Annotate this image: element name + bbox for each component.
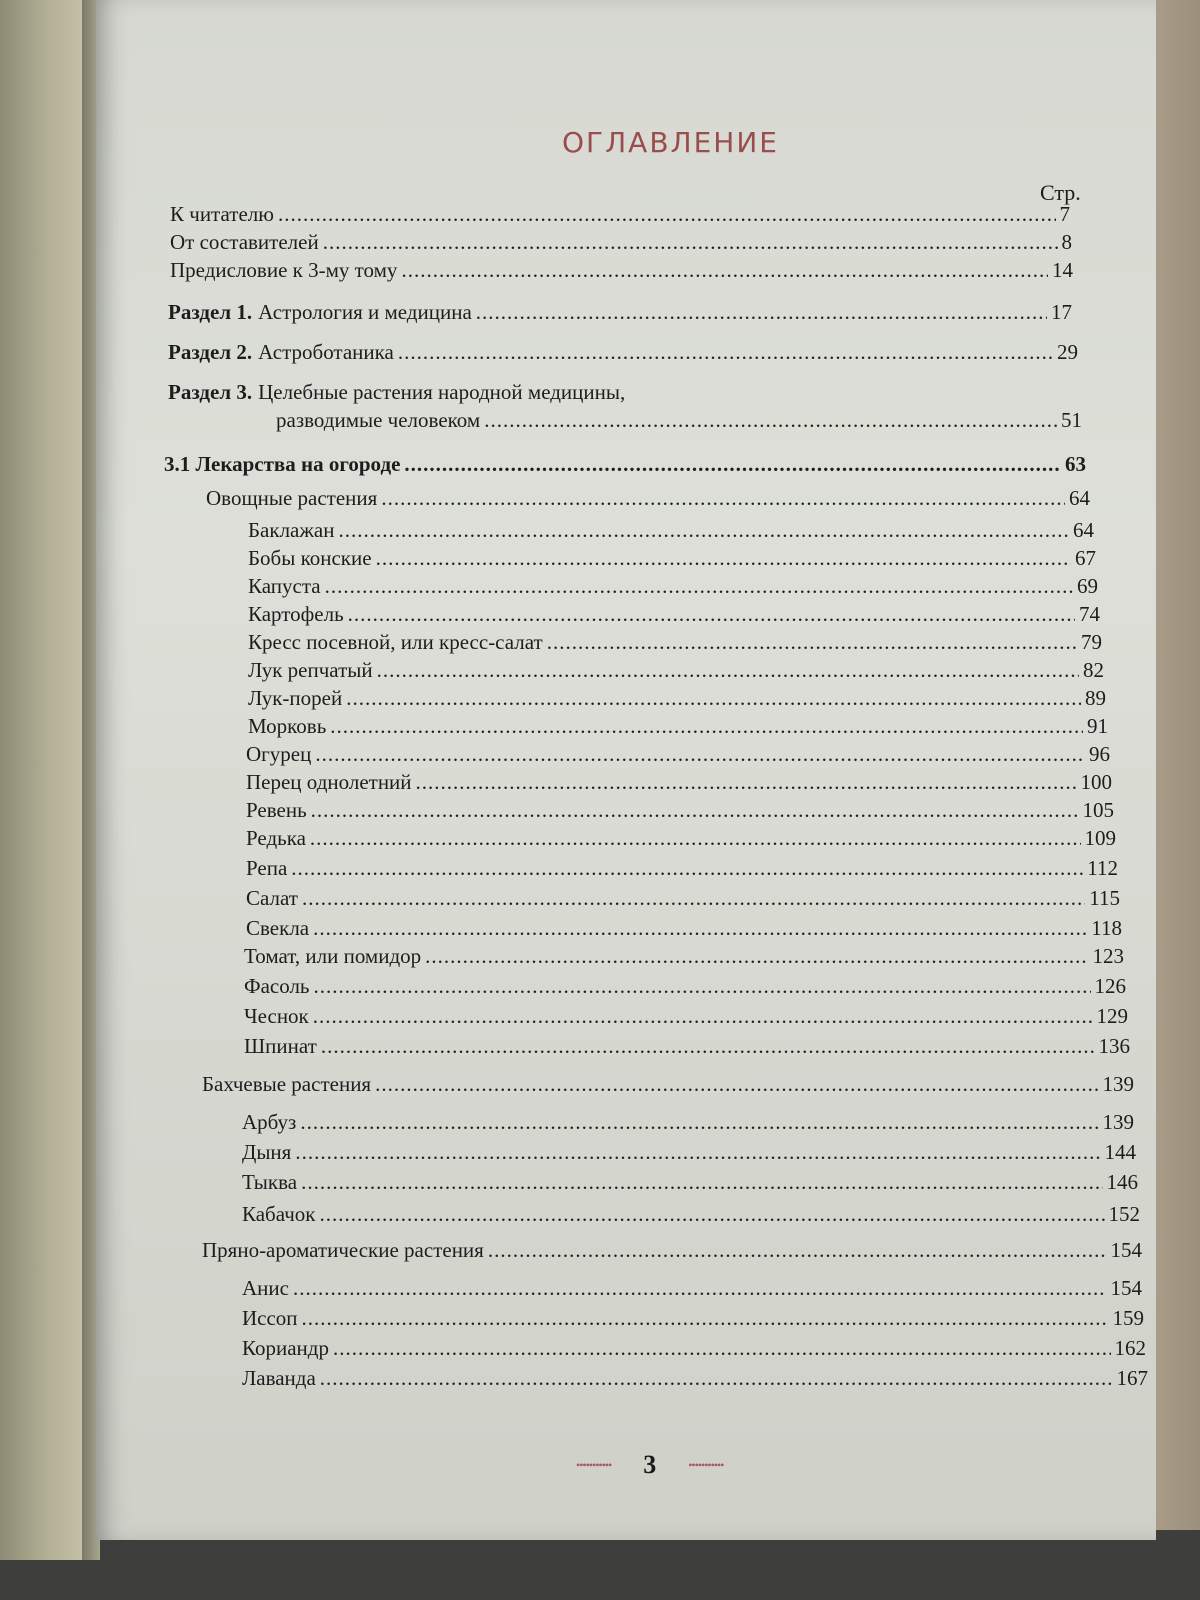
toc-leader	[404, 452, 1061, 477]
toc-entry-title: Овощные растения	[206, 486, 378, 510]
toc-entry	[248, 686, 1106, 711]
toc-leader	[338, 518, 1069, 543]
toc-leader	[315, 742, 1085, 767]
toc-entry-title: От составителей	[170, 230, 319, 254]
toc-leader	[321, 1034, 1095, 1059]
toc-entry-page: 139	[1102, 1072, 1134, 1096]
toc-entry-title: Астрология и медицина	[258, 300, 472, 324]
toc-leader	[323, 230, 1058, 255]
toc-entry-title: Тыква	[242, 1170, 298, 1194]
toc-entry-title: Целебные растения народной медицины,	[258, 380, 626, 404]
toc-entry	[242, 1202, 1140, 1227]
toc-entry-title: Бобы конские	[248, 546, 372, 570]
toc-subsection-entry	[164, 452, 1086, 477]
toc-entry-title: Астроботаника	[258, 340, 394, 364]
toc-entry-title: Дыня	[242, 1140, 292, 1164]
toc-leader	[310, 826, 1081, 851]
toc-entry	[242, 1170, 1138, 1195]
toc-entry-title: Капуста	[248, 574, 321, 598]
toc-entry	[248, 518, 1094, 543]
toc-entry-title: Бахчевые растения	[202, 1072, 372, 1096]
toc-entry-page: 152	[1108, 1202, 1140, 1226]
toc-leader	[376, 546, 1071, 571]
toc-entry-page: 82	[1083, 658, 1104, 682]
toc-leader	[375, 1072, 1098, 1097]
toc-entry	[246, 826, 1116, 851]
toc-entry-page: 64	[1073, 518, 1094, 542]
toc-entry	[244, 974, 1126, 999]
toc-entry-page: 129	[1096, 1004, 1128, 1028]
page-column-label: Стр.	[1040, 180, 1081, 205]
toc-leader	[302, 1306, 1109, 1331]
toc-entry	[170, 258, 1073, 283]
toc-leader	[333, 1336, 1111, 1361]
toc-entry-title: Арбуз	[242, 1110, 297, 1134]
toc-leader	[301, 1170, 1102, 1195]
toc-section-label: Раздел 3.	[168, 380, 253, 404]
toc-entry-page: 7	[1059, 202, 1070, 226]
toc-leader	[416, 770, 1077, 795]
toc-leader	[314, 974, 1091, 999]
toc-entry-page: 136	[1098, 1034, 1130, 1058]
toc-entry	[246, 886, 1120, 911]
toc-entry-title: Кабачок	[242, 1202, 316, 1226]
toc-leader	[401, 258, 1048, 283]
toc-leader	[293, 1276, 1107, 1301]
toc-entry-page: 17	[1051, 300, 1072, 324]
toc-entry-title: Иссоп	[242, 1306, 298, 1330]
toc-entry	[248, 602, 1100, 627]
toc-entry-title: Морковь	[248, 714, 327, 738]
toc-entry-page: 69	[1077, 574, 1098, 598]
background-floor	[0, 1530, 1200, 1600]
toc-entry	[244, 944, 1124, 969]
facing-page-edge	[0, 0, 88, 1560]
toc-leader	[330, 714, 1083, 739]
toc-entry-page: 67	[1075, 546, 1096, 570]
toc-section-entry	[168, 300, 1072, 325]
toc-entry	[242, 1366, 1148, 1391]
toc-entry-page: 79	[1081, 630, 1102, 654]
toc-entry-page: 63	[1065, 452, 1086, 476]
toc-entry	[242, 1140, 1136, 1165]
toc-entry-title: Пряно-ароматические растения	[202, 1238, 484, 1262]
toc-entry	[246, 798, 1114, 823]
toc-entry	[244, 1004, 1128, 1029]
toc-leader	[311, 798, 1079, 823]
toc-entry-title: Свекла	[246, 916, 310, 940]
toc-entry	[248, 714, 1108, 739]
page-title: ОГЛАВЛЕНИЕ	[562, 126, 779, 159]
toc-leader	[488, 1238, 1107, 1263]
toc-leader	[377, 658, 1079, 683]
toc-leader	[325, 574, 1073, 599]
toc-leader	[302, 886, 1085, 911]
toc-entry-title: Анис	[242, 1276, 289, 1300]
page-number: 3	[643, 1450, 657, 1479]
ornament-left: •••••••••••	[576, 1457, 612, 1472]
toc-group-entry	[202, 1238, 1142, 1263]
toc-entry-page: 126	[1094, 974, 1126, 998]
toc-entry-title: Предисловие к 3-му тому	[170, 258, 398, 282]
toc-leader	[425, 944, 1088, 969]
toc-group-entry	[202, 1072, 1134, 1097]
toc-entry	[242, 1306, 1144, 1331]
toc-entry-page: 96	[1089, 742, 1110, 766]
toc-entry-title: Салат	[246, 886, 298, 910]
toc-entry	[248, 546, 1096, 571]
toc-entry-title: Огурец	[246, 742, 312, 766]
toc-leader	[484, 408, 1057, 433]
toc-leader	[278, 202, 1056, 227]
toc-entry-page: 146	[1106, 1170, 1138, 1194]
toc-entry-title: Лук-порей	[248, 686, 343, 710]
toc-entry-title: Лук репчатый	[248, 658, 373, 682]
toc-entry	[244, 1034, 1130, 1059]
toc-entry-title: Шпинат	[244, 1034, 317, 1058]
toc-entry-title: Картофель	[248, 602, 344, 626]
toc-leader	[295, 1140, 1100, 1165]
toc-section-entry	[168, 380, 1068, 405]
toc-leader	[320, 1366, 1113, 1391]
toc-entry-page: 112	[1087, 856, 1118, 880]
toc-entry-page: 8	[1061, 230, 1072, 254]
toc-entry-title: 3.1 Лекарства на огороде	[164, 452, 401, 476]
toc-entry-page: 109	[1084, 826, 1116, 850]
toc-leader	[398, 340, 1053, 365]
toc-leader	[300, 1110, 1098, 1135]
ornament-right: •••••••••••	[688, 1457, 724, 1472]
toc-entry-title: Репа	[246, 856, 288, 880]
toc-entry-title: Баклажан	[248, 518, 335, 542]
toc-leader	[291, 856, 1083, 881]
toc-section-label: Раздел 1.	[168, 300, 253, 324]
toc-entry-title: Лаванда	[242, 1366, 316, 1390]
toc-entry-page: 64	[1069, 486, 1090, 510]
toc-entry-page: 89	[1085, 686, 1106, 710]
toc-entry-page: 144	[1104, 1140, 1136, 1164]
toc-section-entry	[168, 340, 1078, 365]
toc-entry	[246, 770, 1112, 795]
toc-entry	[242, 1276, 1142, 1301]
toc-entry-page: 29	[1057, 340, 1078, 364]
book-page	[96, 0, 1156, 1540]
toc-leader	[319, 1202, 1104, 1227]
toc-entry	[246, 916, 1122, 941]
toc-entry	[242, 1336, 1146, 1361]
toc-entry-page: 105	[1082, 798, 1114, 822]
toc-entry-title: Кориандр	[242, 1336, 329, 1360]
toc-entry	[170, 202, 1070, 227]
toc-entry	[246, 742, 1110, 767]
toc-entry	[248, 630, 1102, 655]
toc-entry-page: 100	[1080, 770, 1112, 794]
toc-entry-page: 74	[1079, 602, 1100, 626]
toc-entry	[246, 856, 1118, 881]
toc-entry-title-continued: разводимые человеком	[276, 408, 481, 432]
toc-entry-title: Редька	[246, 826, 306, 850]
toc-entry	[248, 658, 1104, 683]
toc-leader	[348, 602, 1075, 627]
toc-leader	[476, 300, 1047, 325]
toc-entry-page: 51	[1061, 408, 1082, 432]
toc-entry-title: Кресс посевной, или кресс-салат	[248, 630, 543, 654]
toc-entry-page: 159	[1112, 1306, 1144, 1330]
toc-entry-title: Чеснок	[244, 1004, 309, 1028]
toc-entry-page: 154	[1110, 1276, 1142, 1300]
toc-entry-title: Томат, или помидор	[244, 944, 422, 968]
toc-leader	[346, 686, 1081, 711]
toc-leader	[381, 486, 1065, 511]
toc-leader	[313, 1004, 1093, 1029]
toc-entry-page: 154	[1110, 1238, 1142, 1262]
toc-entry	[170, 230, 1072, 255]
toc-entry-title: К читателю	[170, 202, 274, 226]
toc-entry-page: 162	[1114, 1336, 1146, 1360]
toc-group-entry	[206, 486, 1090, 511]
toc-leader	[313, 916, 1087, 941]
page-footer	[576, 1450, 723, 1480]
toc-entry-page: 139	[1102, 1110, 1134, 1134]
toc-section-label: Раздел 2.	[168, 340, 253, 364]
toc-entry-page: 91	[1087, 714, 1108, 738]
toc-entry-title: Перец однолетний	[246, 770, 412, 794]
toc-entry	[248, 574, 1098, 599]
toc-entry-title: Фасоль	[244, 974, 310, 998]
toc-entry-page: 167	[1116, 1366, 1148, 1390]
toc-entry-page: 123	[1092, 944, 1124, 968]
toc-entry-page: 115	[1089, 886, 1120, 910]
toc-entry	[242, 1110, 1134, 1135]
toc-entry-page: 118	[1091, 916, 1122, 940]
toc-entry-continuation	[276, 408, 1082, 433]
toc-leader	[547, 630, 1077, 655]
toc-entry-page: 14	[1052, 258, 1073, 282]
toc-entry-title: Ревень	[246, 798, 307, 822]
